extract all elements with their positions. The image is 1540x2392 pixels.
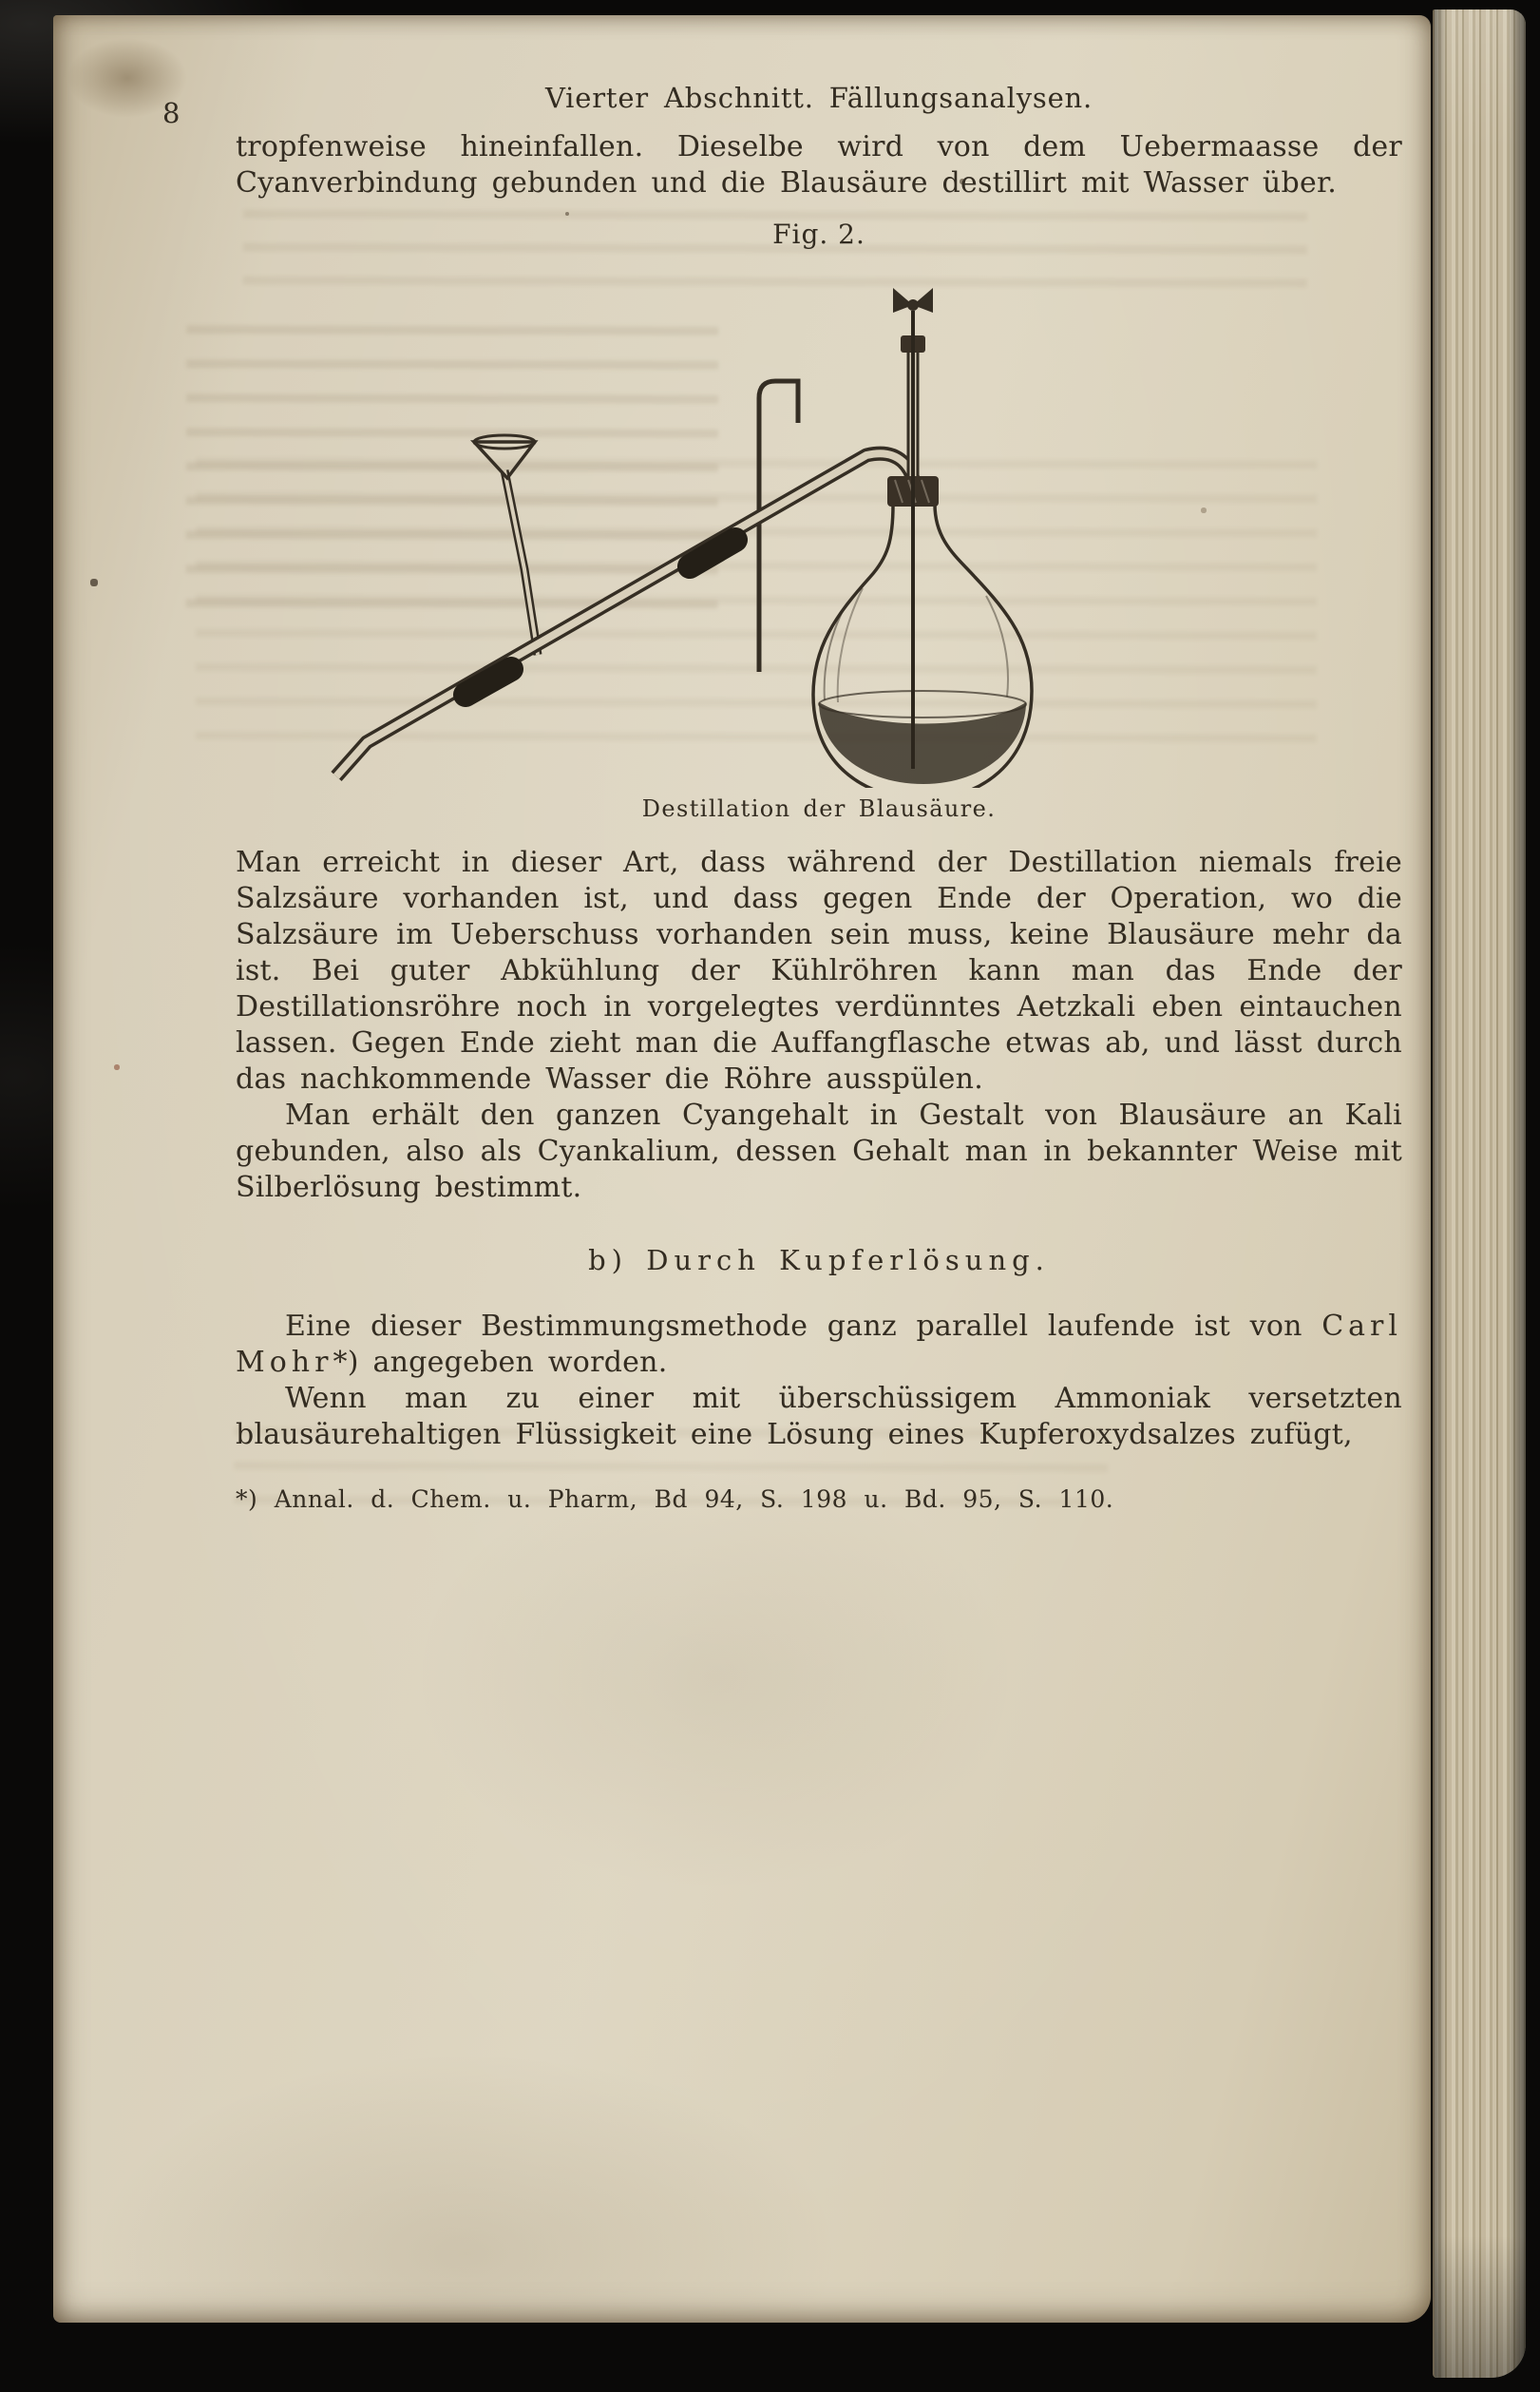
flask-shading	[838, 588, 863, 702]
distillation-apparatus-figure	[279, 256, 1068, 788]
footnote: *) Annal. d. Chem. u. Pharm, Bd 94, S. 198 u. Bd. 95, S. 110.	[236, 1485, 1114, 1513]
paragraph: Man erreicht in dieser Art, dass während der Destillation niemals freie Salzsäure vorhanden ist, und dass gegen Ende der Operation, wo die Salzsäure im Ueberschuss vorhanden sein muss, keine Blausäure mehr da ist. Bei guter Abkühlung der Kühlröhren kann man das Ende der Destillationsröhre noch in vorgelegtes verdünntes Aetzkali eben eintauchen lassen. Gegen Ende zieht man die Auffangflasche etwas ab, und lässt durch das nachkommende Wasser die Röhre ausspülen.	[236, 846, 1402, 1096]
figure-engraving	[236, 256, 1402, 788]
figure-caption: Destillation der Blausäure.	[641, 795, 997, 822]
wing-fitting-hub	[907, 299, 919, 311]
paragraph: Wenn man zu einer mit überschüssigem Ammoniak versetzten blausäurehaltigen Flüssigkeit eine Lösung eines Kupferoxydsalzes zufügt,	[236, 1382, 1402, 1451]
paper-specks	[53, 15, 55, 17]
figure-label: Fig. 2.	[772, 219, 865, 250]
page-number: 8	[162, 97, 181, 129]
running-header: Vierter Abschnitt. Fällungsanalysen.	[544, 82, 1093, 114]
paragraph	[236, 1309, 1402, 1381]
tube-connector-sleeve	[690, 540, 735, 566]
tube-connector-sleeve	[466, 669, 511, 695]
section-heading: b) Durch Kupferlösung.	[588, 1244, 1050, 1276]
support-rod	[759, 381, 798, 672]
liquid-surface	[819, 691, 1026, 718]
author-name: Carl Mohr	[236, 1310, 1402, 1379]
paragraph: Man erhält den ganzen Cyangehalt in Gestalt von Blausäure an Kali gebunden, also als Cyankalium, dessen Gehalt man in bekannter Weise mit Silberlösung bestimmt.	[236, 1099, 1402, 1204]
book-fore-edge-pages	[1433, 10, 1526, 2378]
book-page	[53, 15, 1431, 2323]
footnote-marker-text: *) angegeben worden.	[333, 1346, 668, 1379]
paragraph-continuation: tropfenweise hineinfallen. Dieselbe wird von dem Uebermaasse der Cyanverbindung gebunden und die Blausäure destillirt mit Wasser über.	[236, 130, 1402, 200]
text-column	[236, 82, 1402, 1513]
paragraph-text: Eine dieser Bestimmungsmethode ganz parallel laufende ist von	[285, 1310, 1322, 1343]
